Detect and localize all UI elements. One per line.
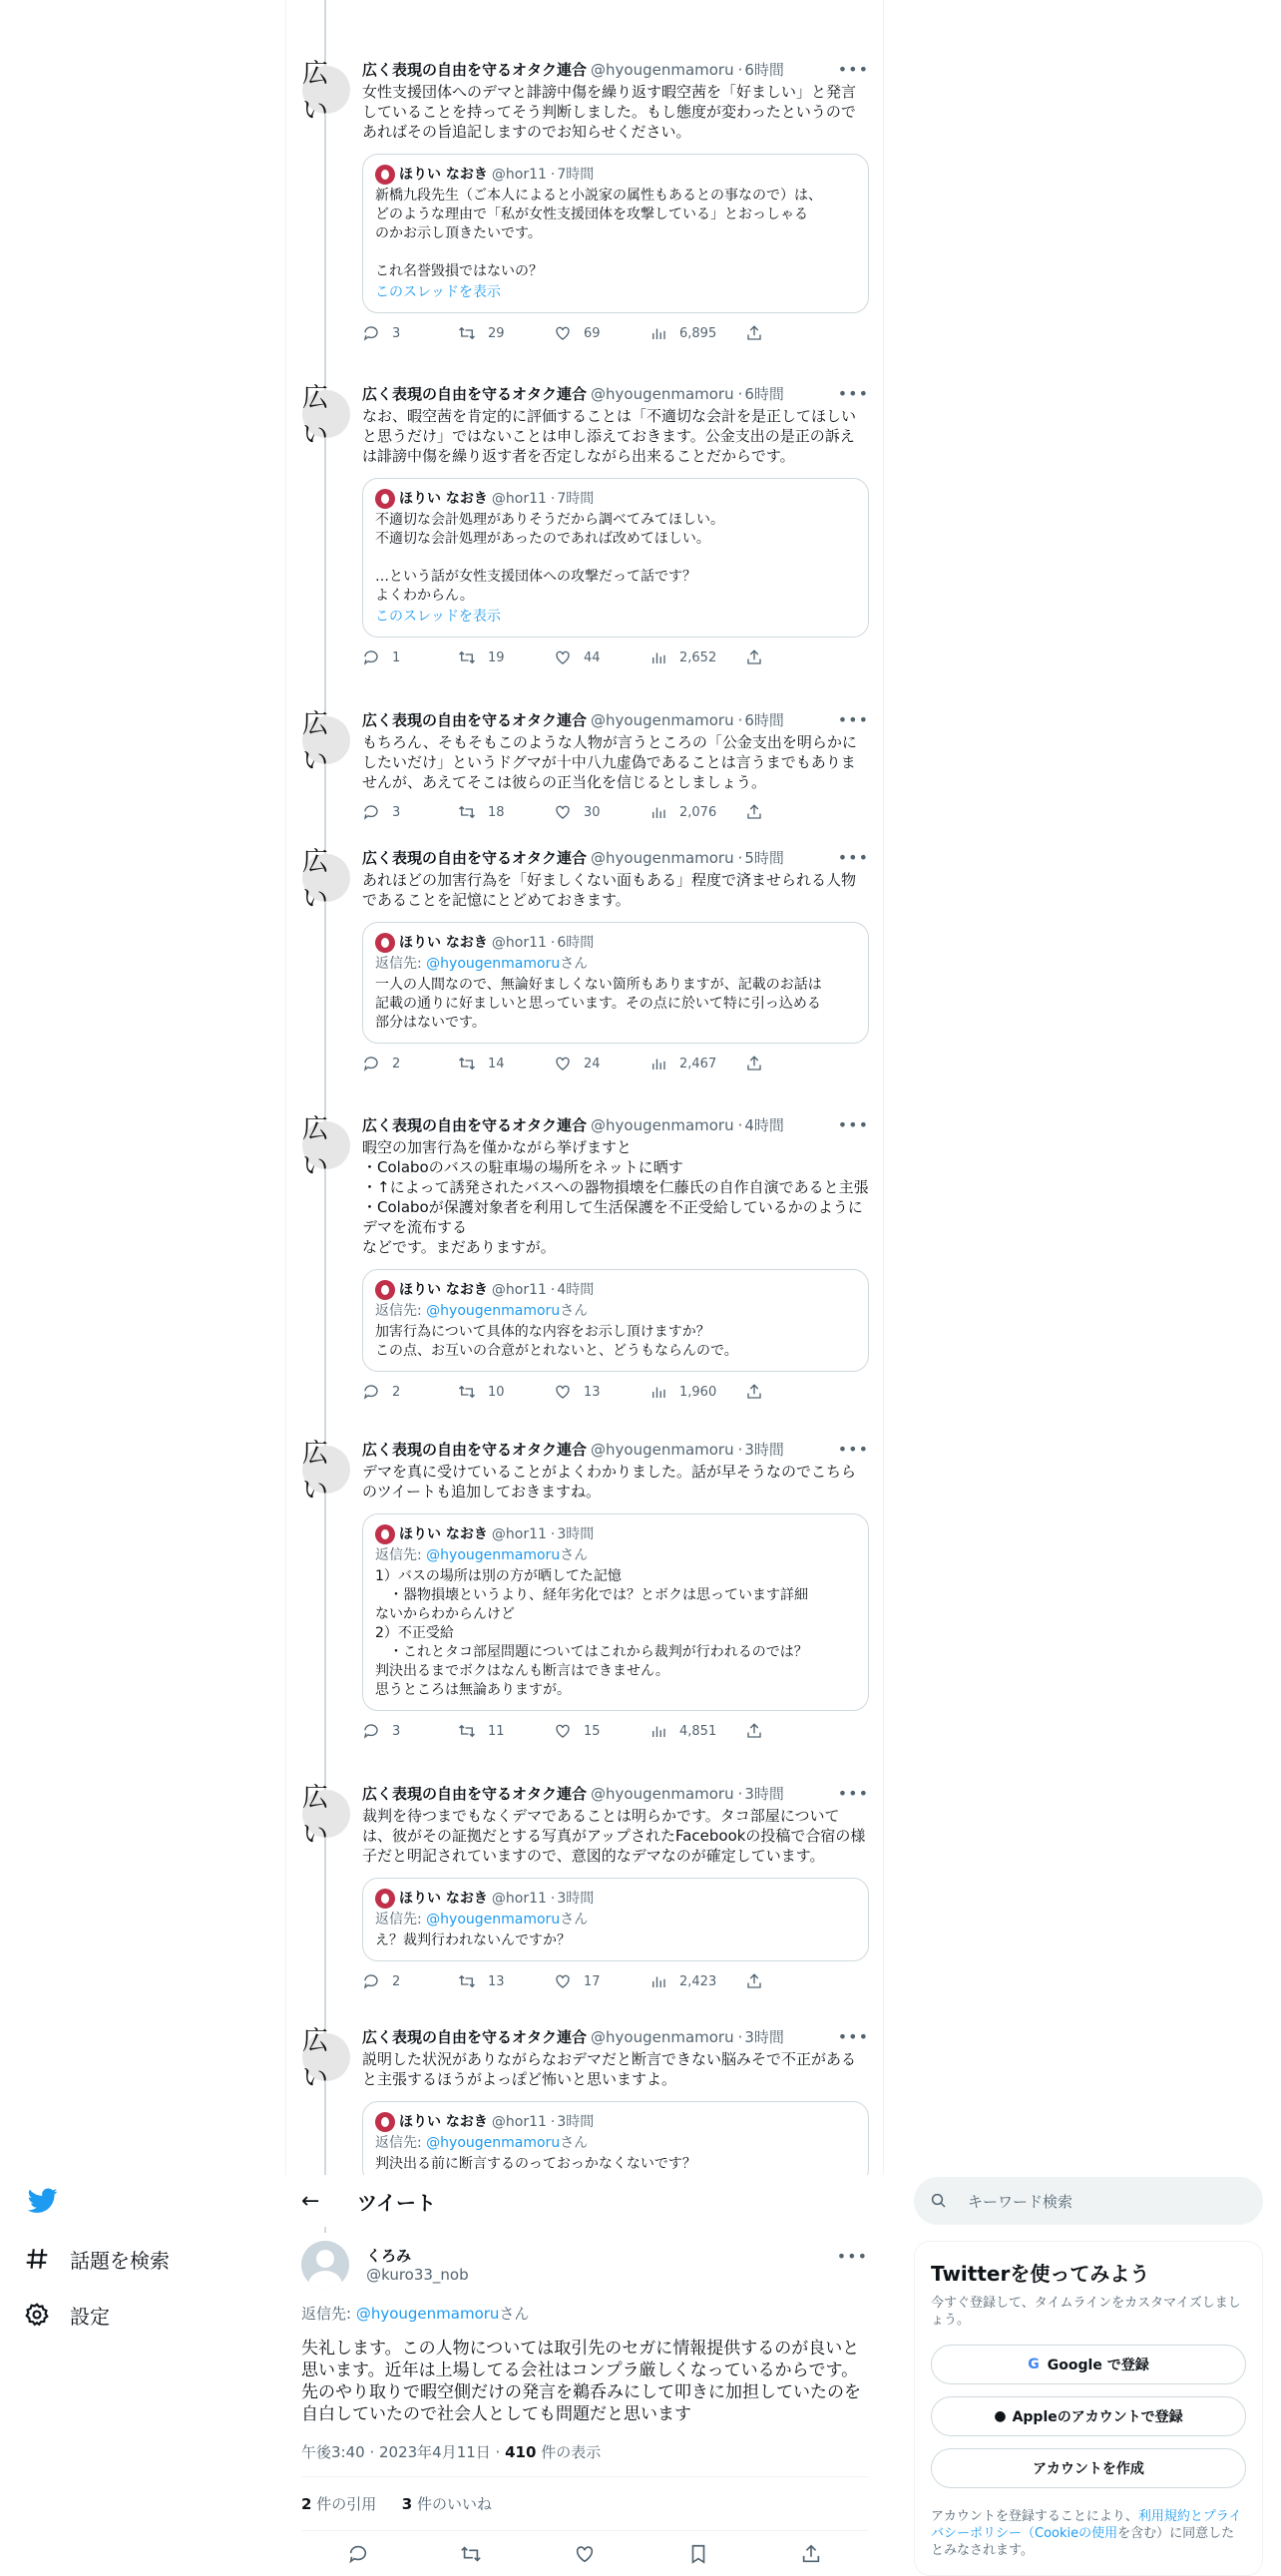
quoted-avatar bbox=[375, 1889, 395, 1909]
tweet-action-bar bbox=[362, 802, 869, 822]
more-options-icon[interactable]: ••• bbox=[836, 2247, 868, 2266]
quoted-tweet[interactable] bbox=[362, 1878, 869, 1961]
reply-icon bbox=[362, 1055, 380, 1073]
retweet-button[interactable] bbox=[458, 324, 554, 342]
retweet-button[interactable] bbox=[458, 1972, 554, 1990]
tweet-text: あれほどの加害行為を「好ましくない面もある」程度で済ませられる人物 であることを記憶にとどめておきます。 bbox=[362, 871, 857, 909]
tweet-time[interactable]: 5時間 bbox=[744, 849, 784, 867]
focused-tweet-panel bbox=[285, 2175, 884, 2562]
quoted-author-handle: @hor11 bbox=[491, 1890, 547, 1907]
dot-separator: · bbox=[737, 2028, 743, 2046]
tweet-action-bar bbox=[362, 1971, 869, 1991]
share-icon bbox=[745, 1383, 763, 1401]
views-icon bbox=[649, 1383, 667, 1401]
like-button[interactable] bbox=[554, 648, 649, 666]
nav-explore-label: 話題を検索 bbox=[70, 2248, 170, 2273]
retweet-count: 29 bbox=[488, 325, 505, 341]
quoted-reply-to[interactable]: @hyougenmamoru bbox=[426, 956, 561, 972]
dot-separator: · bbox=[550, 2113, 556, 2130]
tweet-text: 裁判を待つまでもなくデマであることは明らかです。タコ部屋について は、彼がその証拠だとする写真がアップされたFacebookの投稿で合宿の様 子だと明記されていますので、意図的なデマなのが確定しています。 bbox=[362, 1807, 866, 1865]
author-handle[interactable]: @hyougenmamoru bbox=[591, 1116, 734, 1134]
dot-separator: · bbox=[737, 385, 743, 403]
nav-explore[interactable] bbox=[24, 2231, 263, 2287]
like-count: 17 bbox=[584, 1973, 601, 1989]
signup-subtitle: 今すぐ登録して、タイムラインをカスタマイズしましょう。 bbox=[931, 2296, 1241, 2328]
author-name[interactable]: 広く表現の自由を守るオタク連合 bbox=[362, 1116, 588, 1134]
tweet-timestamp bbox=[301, 2441, 868, 2477]
quoted-time: 3時間 bbox=[557, 1525, 595, 1542]
like-count[interactable]: 3 bbox=[401, 2495, 413, 2513]
tweet-text: 女性支援団体へのデマと誹謗中傷を繰り返す暇空茜を「好ましい」と発言 していることを持ってそう判断しました。もし態度が変わったというので あればその旨追記しますのでお知らせください。 bbox=[362, 83, 857, 141]
retweet-button[interactable] bbox=[458, 1722, 554, 1740]
like-button[interactable] bbox=[554, 324, 649, 342]
retweet-button[interactable] bbox=[458, 648, 554, 666]
author-name[interactable]: 広く表現の自由を守るオタク連合 bbox=[362, 711, 588, 729]
reply-button[interactable] bbox=[362, 803, 458, 821]
quoted-reply-to[interactable]: @hyougenmamoru bbox=[426, 1303, 561, 1319]
reply-icon bbox=[362, 648, 380, 666]
google-signup-label: Google で登録 bbox=[1047, 2358, 1149, 2373]
tweet-text: デマを真に受けていることがよくわかりました。話が早そうなのでこちら のツイートも追加しておきますね。 bbox=[362, 1463, 857, 1501]
quoted-reply-context bbox=[375, 955, 856, 974]
author-handle[interactable]: @hyougenmamoru bbox=[591, 2028, 734, 2046]
author-handle[interactable]: @hyougenmamoru bbox=[591, 1441, 734, 1459]
quoted-author-name: ほりい なおき bbox=[399, 2113, 488, 2130]
tweet-time[interactable]: 3時間 bbox=[744, 1785, 784, 1803]
reply-to-link[interactable]: @hyougenmamoru bbox=[355, 2305, 500, 2323]
reply-prefix: 返信先: bbox=[375, 1912, 427, 1928]
share-icon bbox=[745, 1055, 763, 1073]
quoted-reply-to[interactable]: @hyougenmamoru bbox=[426, 1547, 561, 1563]
like-button[interactable] bbox=[554, 1972, 649, 1990]
reply-prefix: 返信先: bbox=[375, 1303, 427, 1319]
quoted-author-handle: @hor11 bbox=[491, 2113, 547, 2130]
views-button[interactable] bbox=[649, 803, 745, 821]
share-button[interactable] bbox=[745, 1722, 841, 1740]
quoted-text: 1）バスの場所は別の方が晒してた記憶 ・器物損壊というより、経年劣化では？とボクは思っています詳細 ないからわからんけど 2）不正受給 ・これとタコ部屋問題についてはこれから裁判が行われるのでは？ 判決出るまでボクはなんも断言はできません。 思うところは無論ありますが。 bbox=[375, 1568, 808, 1698]
tweet-stats bbox=[301, 2477, 868, 2531]
tweet-time[interactable]: 3時間 bbox=[744, 1441, 784, 1459]
reply-prefix: 返信先: bbox=[375, 1547, 427, 1563]
quoted-tweet[interactable] bbox=[362, 1513, 869, 1711]
reply-button[interactable] bbox=[362, 1972, 458, 1990]
tweet-action-bar bbox=[362, 1721, 869, 1741]
tweet-action-bar bbox=[362, 323, 869, 343]
tweet-action-bar bbox=[362, 1382, 869, 1402]
quoted-time: 4時間 bbox=[557, 1281, 595, 1298]
author-name[interactable]: 広く表現の自由を守るオタク連合 bbox=[362, 849, 588, 867]
retweet-count: 10 bbox=[488, 1384, 505, 1400]
quote-label[interactable]: 件の引用 bbox=[311, 2495, 377, 2513]
share-button[interactable] bbox=[745, 324, 841, 342]
quoted-author-handle: @hor11 bbox=[491, 490, 547, 507]
avatar[interactable]: 広い bbox=[302, 1121, 350, 1169]
more-options-icon[interactable]: ••• bbox=[837, 848, 869, 867]
like-button[interactable] bbox=[554, 803, 649, 821]
apple-signup-label: Appleのアカウントで登録 bbox=[1012, 2409, 1183, 2425]
more-options-icon[interactable]: ••• bbox=[837, 384, 869, 403]
reply-count: 2 bbox=[392, 1973, 401, 1989]
right-sidebar bbox=[914, 2175, 1263, 2576]
views-button[interactable] bbox=[649, 1722, 745, 1740]
like-icon bbox=[554, 648, 572, 666]
more-options-icon[interactable]: ••• bbox=[837, 2027, 869, 2046]
views-count: 2,076 bbox=[679, 804, 717, 820]
share-button[interactable] bbox=[745, 1055, 841, 1073]
dot-separator: · bbox=[550, 1281, 556, 1298]
signup-title: Twitterを使ってみよう bbox=[931, 2262, 1150, 2286]
quoted-text: え？裁判行われないんですか？ bbox=[375, 1932, 571, 1948]
quoted-text: 新橋九段先生（ご本人によると小説家の属性もあるとの事なので）は、 どのような理由で「私が女性支援団体を攻撃している」とおっしゃる のかお示し頂きたいです。 これ名誉毀損ではないの？ bbox=[375, 188, 822, 279]
avatar[interactable]: 広い bbox=[302, 2033, 350, 2081]
quoted-reply-context bbox=[375, 1302, 856, 1321]
views-count: 6,895 bbox=[679, 325, 717, 341]
like-count: 15 bbox=[584, 1723, 601, 1739]
retweet-icon bbox=[458, 324, 476, 342]
quoted-author-name: ほりい なおき bbox=[399, 1281, 488, 1298]
author-name[interactable]: 広く表現の自由を守るオタク連合 bbox=[362, 1441, 588, 1459]
reply-suffix: さん bbox=[560, 2135, 589, 2151]
tweet-text: 暇空の加害行為を僅かながら挙げますと ・Colaboのバスの駐車場の場所をネットに晒す ・↑によって誘発されたバスへの器物損壊を仁藤氏の自作自演であると主張 ・Colaboが保護対象者を利用して生活保護を不正受給しているかのように デマを流布する などです。まだありますが。 bbox=[362, 1138, 869, 1256]
tweet-action-bar bbox=[362, 647, 869, 667]
views-button[interactable] bbox=[649, 324, 745, 342]
google-signup-button[interactable] bbox=[931, 2345, 1246, 2384]
quoted-author-name: ほりい なおき bbox=[399, 490, 488, 507]
retweet-icon bbox=[458, 1722, 476, 1740]
reply-context bbox=[301, 2303, 868, 2324]
quoted-avatar bbox=[375, 165, 395, 185]
create-account-label: アカウントを作成 bbox=[1033, 2461, 1144, 2477]
views-button[interactable] bbox=[649, 648, 745, 666]
reply-button[interactable] bbox=[362, 1722, 458, 1740]
timestamp-text[interactable]: 午後3:40 · 2023年4月11日 · bbox=[301, 2443, 506, 2461]
dot-separator: · bbox=[550, 1525, 556, 1542]
like-icon bbox=[554, 803, 572, 821]
dot-separator: · bbox=[737, 61, 743, 79]
author-name[interactable]: くろみ bbox=[366, 2247, 412, 2265]
like-button[interactable] bbox=[554, 1055, 649, 1073]
views-button[interactable] bbox=[649, 1383, 745, 1401]
reply-suffix: さん bbox=[560, 1303, 589, 1319]
dot-separator: · bbox=[737, 849, 743, 867]
retweet-icon bbox=[458, 1383, 476, 1401]
legal-text-1: アカウントを登録することにより、 bbox=[931, 2509, 1138, 2524]
quoted-tweet[interactable] bbox=[362, 922, 869, 1044]
like-count: 24 bbox=[584, 1056, 601, 1072]
dot-separator: · bbox=[550, 934, 556, 951]
more-options-icon[interactable]: ••• bbox=[837, 1440, 869, 1459]
reply-label: 返信先: bbox=[301, 2305, 356, 2323]
share-icon bbox=[745, 1722, 763, 1740]
share-button[interactable] bbox=[745, 1972, 841, 1990]
author-name[interactable]: 広く表現の自由を守るオタク連合 bbox=[362, 2028, 588, 2046]
views-count: 1,960 bbox=[679, 1384, 717, 1400]
legal-text bbox=[931, 2508, 1246, 2559]
author-handle[interactable]: @hyougenmamoru bbox=[591, 61, 734, 79]
share-button[interactable] bbox=[745, 648, 841, 666]
quoted-text: 一人の人間なので、無論好ましくない箇所もありますが、記載のお話は 記載の通りに好ましいと思っています。その点に於いて特に引っ込める 部分はないです。 bbox=[375, 977, 822, 1031]
quoted-reply-context bbox=[375, 1911, 856, 1930]
retweet-count: 11 bbox=[488, 1723, 505, 1739]
quoted-avatar bbox=[375, 933, 395, 953]
reply-suffix: さん bbox=[560, 1912, 589, 1928]
more-options-icon[interactable]: ••• bbox=[837, 1115, 869, 1134]
quoted-tweet[interactable] bbox=[362, 2101, 869, 2175]
reply-count: 3 bbox=[392, 804, 401, 820]
show-thread-link[interactable]: このスレッドを表示 bbox=[375, 609, 501, 625]
author-handle[interactable]: @hyougenmamoru bbox=[591, 385, 734, 403]
quoted-author-name: ほりい なおき bbox=[399, 1890, 488, 1907]
share-button[interactable] bbox=[745, 1383, 841, 1401]
retweet-icon bbox=[458, 1055, 476, 1073]
search-input[interactable]: キーワード検索 bbox=[968, 2192, 1073, 2211]
like-icon bbox=[554, 1722, 572, 1740]
quoted-text: 不適切な会計処理がありそうだから調べてみてほしい。 不適切な会計処理があったのであれば改めてほしい。 …という話が女性支援団体への攻撃だって話です？ よくわからん。 bbox=[375, 512, 724, 604]
legal-text-2: を含む）に同意したとみなされます。 bbox=[931, 2526, 1235, 2558]
reply-button[interactable] bbox=[362, 648, 458, 666]
author-name[interactable]: 広く表現の自由を守るオタク連合 bbox=[362, 61, 588, 79]
share-icon bbox=[745, 324, 763, 342]
tweet-header-bar bbox=[285, 2175, 884, 2227]
like-icon bbox=[554, 324, 572, 342]
quoted-time: 7時間 bbox=[557, 490, 595, 507]
quoted-reply-context bbox=[375, 2134, 856, 2153]
like-count: 13 bbox=[584, 1384, 601, 1400]
reply-count: 3 bbox=[392, 325, 401, 341]
share-icon bbox=[745, 1972, 763, 1990]
tweet-time[interactable]: 6時間 bbox=[744, 385, 784, 403]
reply-icon bbox=[362, 1383, 380, 1401]
avatar[interactable]: 広い bbox=[302, 1790, 350, 1838]
views-icon bbox=[649, 803, 667, 821]
views-count: 2,423 bbox=[679, 1973, 717, 1989]
quoted-avatar bbox=[375, 489, 395, 509]
quoted-tweet[interactable] bbox=[362, 154, 869, 313]
reply-count: 2 bbox=[392, 1056, 401, 1072]
quoted-author-handle: @hor11 bbox=[491, 166, 547, 183]
quoted-author-handle: @hor11 bbox=[491, 1281, 547, 1298]
like-icon bbox=[554, 1383, 572, 1401]
views-icon bbox=[649, 1972, 667, 1990]
search-box[interactable] bbox=[914, 2177, 1263, 2225]
dot-separator: · bbox=[550, 1890, 556, 1907]
like-count: 69 bbox=[584, 325, 601, 341]
avatar[interactable]: 広い bbox=[302, 66, 350, 114]
quoted-tweet[interactable] bbox=[362, 478, 869, 638]
retweet-icon bbox=[458, 1972, 476, 1990]
tweet-action-bar bbox=[301, 2531, 868, 2565]
quoted-author-name: ほりい なおき bbox=[399, 934, 488, 951]
like-button[interactable] bbox=[554, 1722, 649, 1740]
retweet-icon bbox=[458, 648, 476, 666]
retweet-button[interactable] bbox=[458, 803, 554, 821]
views-count: 4,851 bbox=[679, 1723, 717, 1739]
views-icon bbox=[649, 1722, 667, 1740]
quoted-time: 3時間 bbox=[557, 1890, 595, 1907]
retweet-count: 19 bbox=[488, 649, 505, 665]
quoted-tweet[interactable] bbox=[362, 1269, 869, 1372]
apple-signup-button[interactable] bbox=[931, 2396, 1246, 2436]
tweet-time[interactable]: 3時間 bbox=[744, 2028, 784, 2046]
signup-card bbox=[914, 2241, 1263, 2576]
tweet-text: 失礼します。この人物については取引先のセガに情報提供するのが良いと 思います。近年は上場してる会社はコンプラ厳しくなっているからです。 先のやり取りで暇空側だけの発言を鵜呑みにして叩きに加担していたのを 自白していたので社会人としても問題だと思います bbox=[301, 2339, 861, 2424]
tweet-time[interactable]: 4時間 bbox=[744, 1116, 784, 1134]
views-count: 2,467 bbox=[679, 1056, 717, 1072]
share-button[interactable] bbox=[745, 803, 841, 821]
dot-separator: · bbox=[737, 1441, 743, 1459]
avatar[interactable]: 広い bbox=[302, 716, 350, 764]
retweet-count: 13 bbox=[488, 1973, 505, 1989]
nav-settings[interactable] bbox=[24, 2287, 263, 2343]
reply-prefix: 返信先: bbox=[375, 956, 427, 972]
tweet-text: もちろん、そもそもこのような人物が言うところの「公金支出を明らかに したいだけ」というドグマが十中八九虚偽であることは言うまでもありま せんが、あえてそこは彼らの正当化を信じるとしましょう。 bbox=[362, 733, 857, 791]
back-arrow-icon[interactable]: ← bbox=[301, 2188, 320, 2214]
gear-icon bbox=[24, 2302, 50, 2328]
avatar[interactable]: 広い bbox=[302, 1446, 350, 1494]
quoted-time: 6時間 bbox=[557, 934, 595, 951]
like-label[interactable]: 件のいいね bbox=[412, 2495, 492, 2513]
like-button[interactable] bbox=[554, 1383, 649, 1401]
nav-settings-label: 設定 bbox=[70, 2304, 110, 2329]
view-count: 410 bbox=[505, 2443, 537, 2461]
quoted-text: 加害行為について具体的な内容をお示し頂けますか？ この点、お互いの合意がとれないと、どうもならんので。 bbox=[375, 1324, 738, 1359]
share-icon bbox=[745, 803, 763, 821]
create-account-button[interactable] bbox=[931, 2448, 1246, 2488]
like-count: 44 bbox=[584, 649, 601, 665]
retweet-button[interactable] bbox=[458, 1055, 554, 1073]
retweet-button[interactable] bbox=[458, 1383, 554, 1401]
share-icon bbox=[745, 648, 763, 666]
search-icon bbox=[930, 2192, 948, 2210]
apple-logo-icon: ● bbox=[994, 2408, 1007, 2424]
quoted-avatar bbox=[375, 1280, 395, 1300]
quoted-reply-to[interactable]: @hyougenmamoru bbox=[426, 2135, 561, 2151]
page-title: ツイート bbox=[357, 2190, 436, 2215]
focused-tweet bbox=[285, 2227, 884, 2565]
quoted-reply-context bbox=[375, 1546, 856, 1565]
reply-icon bbox=[362, 324, 380, 342]
tweet-text: 説明した状況がありながらなおデマだと断言できない脳みそで不正がある と主張するほうがよっぽど怖いと思いますよ。 bbox=[362, 2050, 857, 2088]
more-options-icon[interactable]: ••• bbox=[837, 1784, 869, 1803]
tweet-text: なお、暇空茜を肯定的に評価することは「不適切な会計を是正してほしい と思うだけ」ではないことは申し添えておきます。公金支出の是正の訴え は誹謗中傷を繰り返す者を否定しながら出来ることだからです。 bbox=[362, 407, 857, 465]
author-handle[interactable]: @hyougenmamoru bbox=[591, 711, 734, 729]
author-handle[interactable]: @hyougenmamoru bbox=[591, 1785, 734, 1803]
retweet-count: 18 bbox=[488, 804, 505, 820]
reply-count: 2 bbox=[392, 1384, 401, 1400]
avatar[interactable]: 広い bbox=[302, 390, 350, 438]
views-icon bbox=[649, 324, 667, 342]
author-name[interactable]: 広く表現の自由を守るオタク連合 bbox=[362, 385, 588, 403]
avatar[interactable]: 広い bbox=[302, 854, 350, 902]
reply-count: 1 bbox=[392, 649, 401, 665]
reply-suffix: さん bbox=[499, 2305, 530, 2323]
like-count: 30 bbox=[584, 804, 601, 820]
hashtag-icon bbox=[24, 2246, 50, 2272]
show-thread-link[interactable]: このスレッドを表示 bbox=[375, 284, 501, 300]
reply-icon bbox=[362, 803, 380, 821]
quoted-author-name: ほりい なおき bbox=[399, 1525, 488, 1542]
left-nav bbox=[24, 2175, 263, 2343]
views-count: 2,652 bbox=[679, 649, 717, 665]
quoted-time: 7時間 bbox=[557, 166, 595, 183]
dot-separator: · bbox=[737, 1116, 743, 1134]
google-logo-icon: G bbox=[1028, 2357, 1040, 2372]
retweet-count: 14 bbox=[488, 1056, 505, 1072]
reply-button[interactable] bbox=[362, 1383, 458, 1401]
retweet-icon bbox=[458, 803, 476, 821]
tweet-time[interactable]: 6時間 bbox=[744, 61, 784, 79]
tweet-time[interactable]: 6時間 bbox=[744, 711, 784, 729]
twitter-bird-icon[interactable] bbox=[28, 2185, 58, 2215]
reply-icon bbox=[362, 1722, 380, 1740]
reply-button[interactable] bbox=[362, 324, 458, 342]
quoted-avatar bbox=[375, 1524, 395, 1544]
author-handle[interactable]: @kuro33_nob bbox=[366, 2266, 469, 2284]
quoted-avatar bbox=[375, 2112, 395, 2132]
view-label: 件の表示 bbox=[536, 2443, 602, 2461]
more-options-icon[interactable]: ••• bbox=[837, 710, 869, 729]
reply-icon bbox=[362, 1972, 380, 1990]
reply-prefix: 返信先: bbox=[375, 2135, 427, 2151]
quoted-text: 判決出る前に断言するのっておっかなくないです？ bbox=[375, 2156, 696, 2172]
author-handle[interactable]: @hyougenmamoru bbox=[591, 849, 734, 867]
views-button[interactable] bbox=[649, 1972, 745, 1990]
like-icon bbox=[554, 1055, 572, 1073]
conversation-thread bbox=[286, 0, 885, 2175]
quote-count[interactable]: 2 bbox=[301, 2495, 312, 2513]
views-icon bbox=[649, 648, 667, 666]
views-icon bbox=[649, 1055, 667, 1073]
terms-link[interactable]: 利用規約とプライバシーポリシー（Cookieの使用 bbox=[931, 2509, 1242, 2541]
dot-separator: · bbox=[550, 490, 556, 507]
dot-separator: · bbox=[737, 711, 743, 729]
reply-suffix: さん bbox=[560, 956, 589, 972]
quoted-author-name: ほりい なおき bbox=[399, 166, 488, 183]
quoted-reply-to[interactable]: @hyougenmamoru bbox=[426, 1912, 561, 1928]
quoted-time: 3時間 bbox=[557, 2113, 595, 2130]
quoted-author-handle: @hor11 bbox=[491, 934, 547, 951]
dot-separator: · bbox=[550, 166, 556, 183]
reply-count: 3 bbox=[392, 1723, 401, 1739]
avatar[interactable] bbox=[301, 2241, 349, 2289]
reply-button[interactable] bbox=[362, 1055, 458, 1073]
dot-separator: · bbox=[737, 1785, 743, 1803]
views-button[interactable] bbox=[649, 1055, 745, 1073]
quoted-author-handle: @hor11 bbox=[491, 1525, 547, 1542]
like-icon bbox=[554, 1972, 572, 1990]
author-name[interactable]: 広く表現の自由を守るオタク連合 bbox=[362, 1785, 588, 1803]
reply-suffix: さん bbox=[560, 1547, 589, 1563]
more-options-icon[interactable]: ••• bbox=[837, 60, 869, 79]
tweet-action-bar bbox=[362, 1054, 869, 1073]
